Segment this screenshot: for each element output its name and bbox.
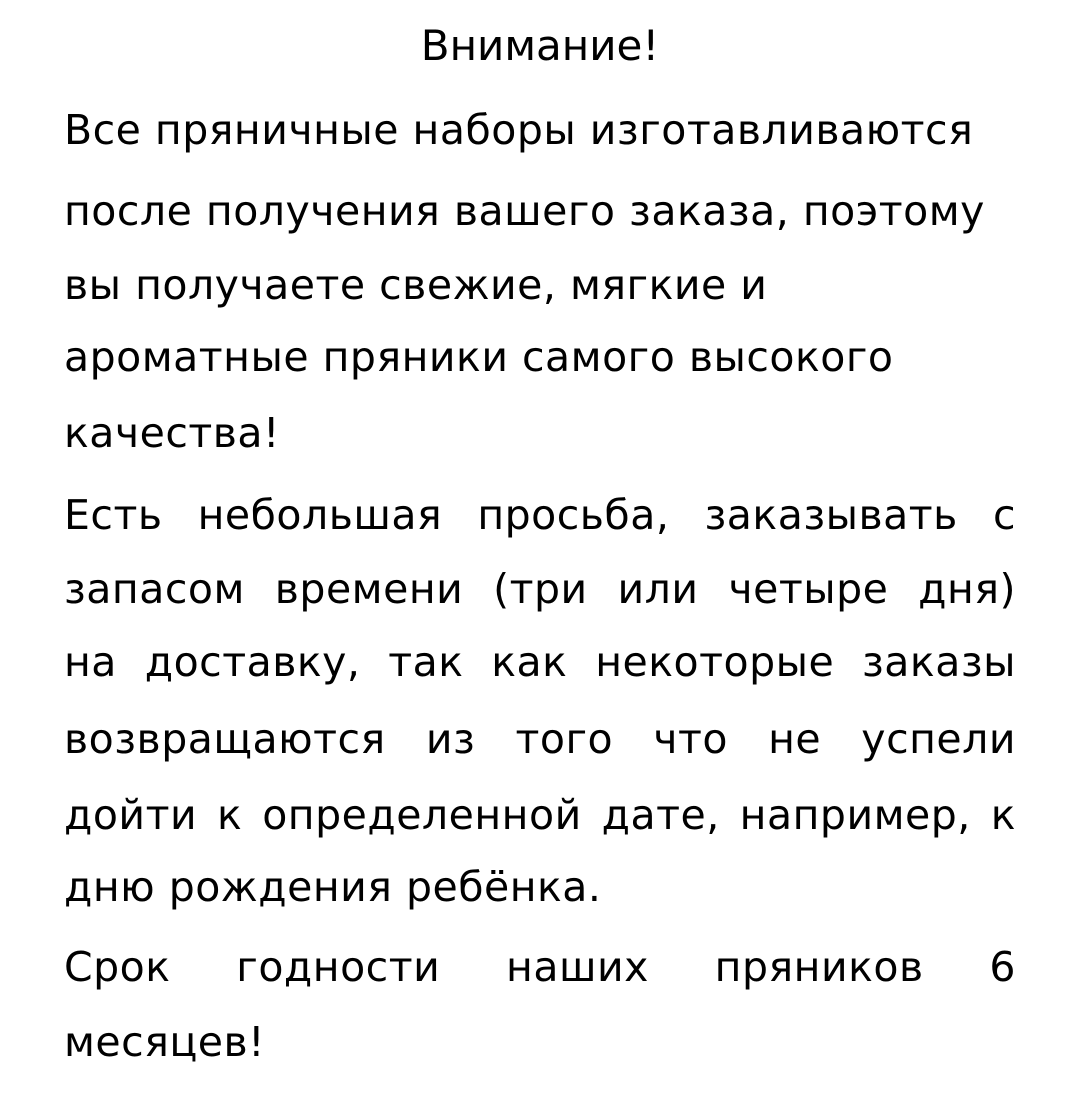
text-line: дню рождения ребёнка. — [64, 863, 602, 911]
text-line: месяцев! — [64, 1018, 266, 1066]
text-line: дойти к определенной дате, например, к — [64, 791, 1016, 839]
text-line: после получения вашего заказа, поэтому — [64, 187, 985, 235]
text-line: вы получаете свежие, мягкие и — [64, 261, 768, 309]
notice-title: Внимание! — [420, 21, 660, 70]
text-line: качества! — [64, 409, 280, 457]
text-line: на доставку, так как некоторые заказы — [64, 638, 1016, 686]
text-line: запасом времени (три или четыре дня) — [64, 565, 1016, 613]
text-line: возвращаются из того что не успели — [64, 715, 1016, 763]
text-line: Есть небольшая просьба, заказывать с — [64, 491, 1016, 539]
text-line: ароматные пряники самого высокого — [64, 333, 894, 381]
text-line: Все пряничные наборы изготавливаются — [64, 106, 974, 154]
text-line: Срок годности наших пряников 6 — [64, 943, 1016, 991]
